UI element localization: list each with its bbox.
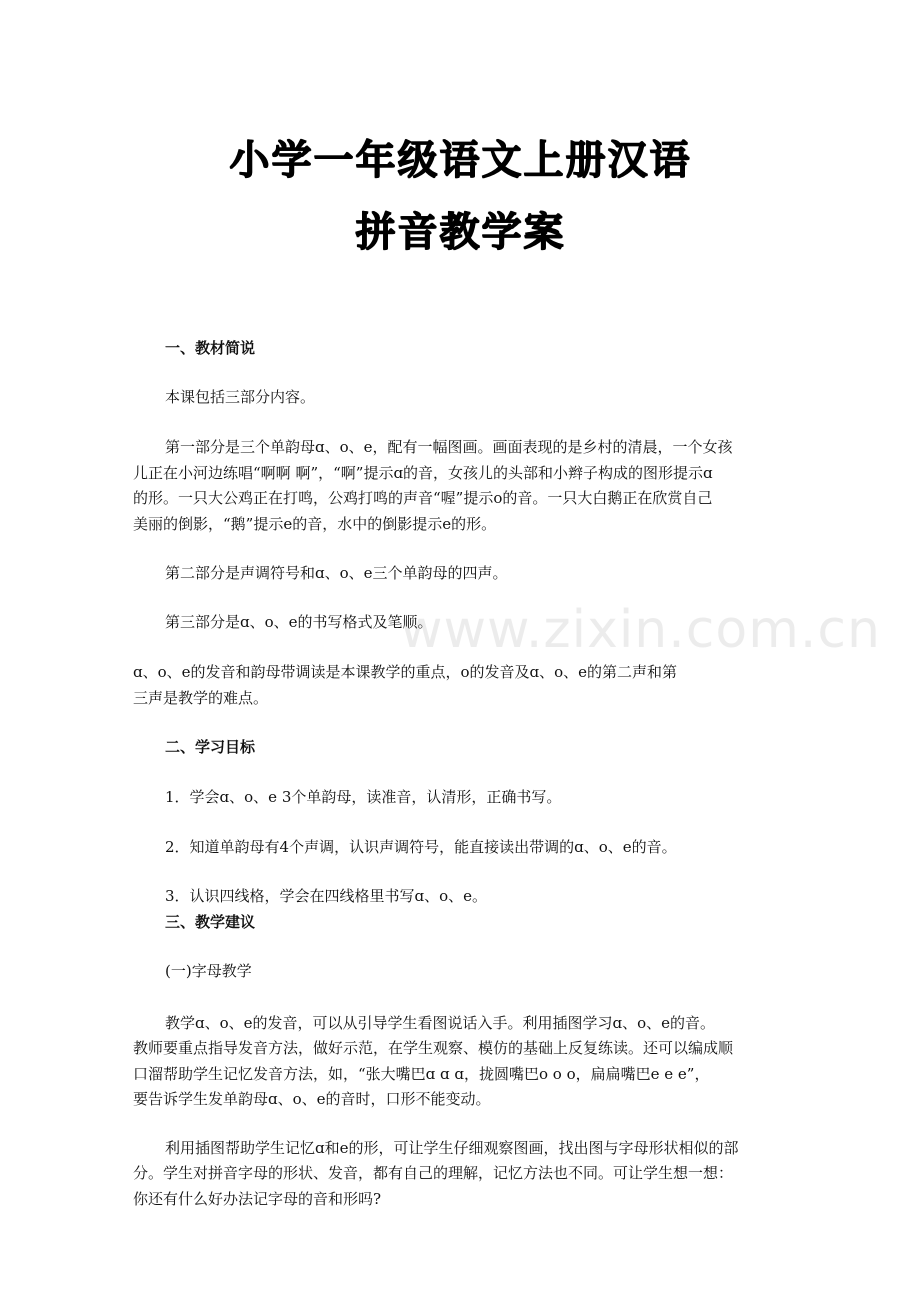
paragraph-line: 三声是教学的难点。 <box>133 689 269 707</box>
section-2-heading: 二、学习目标 <box>165 738 256 756</box>
section-1-heading: 一、教材简说 <box>165 339 256 357</box>
paragraph-line: 的形。一只大公鸡正在打鸣，公鸡打鸣的声音“喔”提示o的音。一只大白鹅正在欣赏自己 <box>133 489 713 507</box>
section-3-heading: 三、教学建议 <box>165 913 256 931</box>
paragraph-line: 美丽的倒影，“鹅”提示e的音，水中的倒影提示e的形。 <box>133 515 497 533</box>
title-line-2: 拼音教学案 <box>355 209 565 255</box>
paragraph-line: 要告诉学生发单韵母ɑ、o、e的音时，口形不能变动。 <box>133 1090 491 1108</box>
paragraph-line: 分。学生对拼音字母的形状、发音，都有自己的理解，记忆方法也不同。可让学生想一想： <box>133 1164 734 1182</box>
subsection-heading: (一)字母教学 <box>165 962 252 980</box>
paragraph-line: 你还有什么好办法记字母的音和形吗? <box>133 1190 382 1208</box>
paragraph-line: 第三部分是ɑ、o、e的书写格式及笔顺。 <box>165 613 433 631</box>
paragraph-line: 儿正在小河边练唱“啊啊 啊”，“啊”提示ɑ的音，女孩儿的头部和小辫子构成的图形提示ɑ <box>133 464 713 482</box>
list-item: 3．认识四线格，学会在四线格里书写ɑ、o、e。 <box>165 887 488 905</box>
list-item: 1．学会ɑ、o、e 3个单韵母，读准音，认清形，正确书写。 <box>165 788 562 806</box>
paragraph-line: 口溜帮助学生记忆发音方法，如，“张大嘴巴ɑ ɑ ɑ，拢圆嘴巴o o o，扁扁嘴巴e e e”， <box>133 1065 710 1083</box>
paragraph-line: 第一部分是三个单韵母ɑ、o、e，配有一幅图画。画面表现的是乡村的清晨，一个女孩 <box>165 438 733 456</box>
paragraph-line: 教学ɑ、o、e的发音，可以从引导学生看图说话入手。利用插图学习ɑ、o、e的音。 <box>165 1014 716 1032</box>
section-1-intro: 本课包括三部分内容。 <box>165 388 316 406</box>
paragraph-line: ɑ、o、e的发音和韵母带调读是本课教学的重点，o的发音及ɑ、o、e的第二声和第 <box>133 663 678 681</box>
watermark: www.zixin.com.cn <box>400 600 881 660</box>
paragraph-line: 利用插图帮助学生记忆ɑ和e的形，可让学生仔细观察图画，找出图与字母形状相似的部 <box>165 1139 739 1157</box>
title-line-1: 小学一年级语文上册汉语 <box>229 137 691 183</box>
paragraph-line: 第二部分是声调符号和ɑ、o、e三个单韵母的四声。 <box>165 564 508 582</box>
paragraph-line: 教师要重点指导发音方法，做好示范，在学生观察、模仿的基础上反复练读。还可以编成顺 <box>133 1039 734 1057</box>
list-item: 2．知道单韵母有4个声调，认识声调符号，能直接读出带调的ɑ、o、e的音。 <box>165 838 677 856</box>
